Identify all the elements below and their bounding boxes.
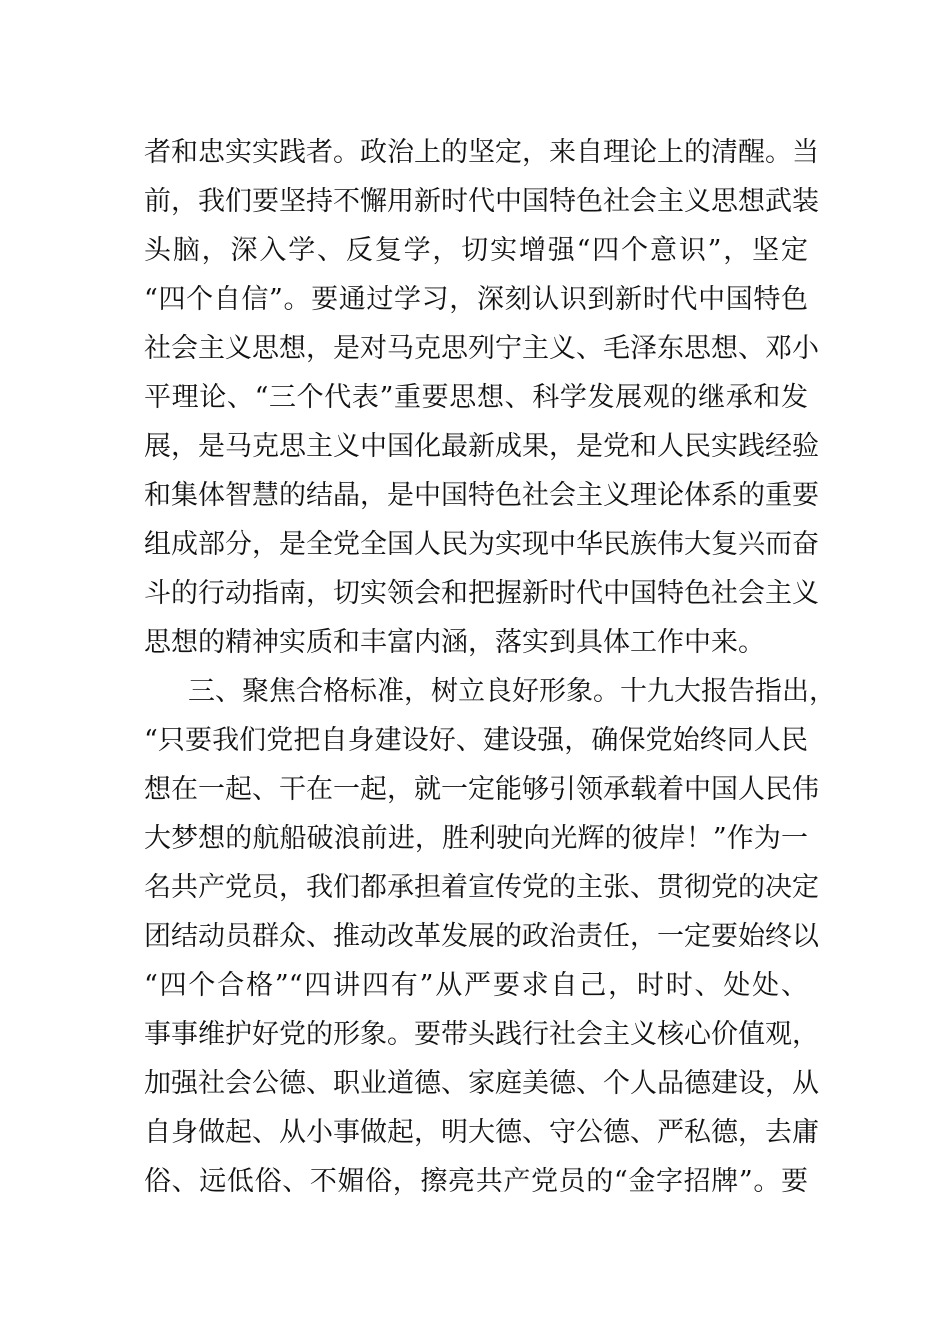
text-line: “四个自信”。要通过学习，深刻认识到新时代中国特色 bbox=[144, 284, 808, 315]
text-line: 想在一起、干在一起，就一定能够引领承载着中国人民伟 bbox=[144, 774, 819, 805]
text-line: 头脑，深入学、反复学，切实增强“四个意识”，坚定 bbox=[144, 235, 808, 266]
text-line: 俗、远低俗、不媚俗，擦亮共产党员的“金字招牌”。要 bbox=[144, 1166, 808, 1197]
text-line: 组成部分，是全党全国人民为实现中华民族伟大复兴而奋 bbox=[144, 529, 819, 560]
body-text bbox=[144, 128, 836, 1206]
text-line: 和集体智慧的结晶，是中国特色社会主义理论体系的重要 bbox=[144, 480, 819, 511]
text-line: 加强社会公德、职业道德、家庭美德、个人品德建设，从 bbox=[144, 1068, 819, 1099]
text-line: 平理论、“三个代表”重要思想、科学发展观的继承和发 bbox=[144, 382, 808, 413]
text-line: 团结动员群众、推动改革发展的政治责任，一定要始终以 bbox=[144, 921, 819, 952]
paragraph-end-line: 思想的精神实质和丰富内涵，落实到具体工作中来。 bbox=[144, 627, 765, 658]
text-line: 社会主义思想，是对马克思列宁主义、毛泽东思想、邓小 bbox=[144, 333, 819, 364]
text-line: 展，是马克思主义中国化最新成果，是党和人民实践经验 bbox=[144, 431, 819, 462]
text-line: 斗的行动指南，切实领会和把握新时代中国特色社会主义 bbox=[144, 578, 819, 609]
text-line: “四个合格”“四讲四有”从严要求自己，时时、处处、 bbox=[144, 970, 808, 1001]
text-line: 事事维护好党的形象。要带头践行社会主义核心价值观， bbox=[144, 1019, 819, 1050]
text-line: “只要我们党把自身建设好、建设强，确保党始终同人民 bbox=[144, 725, 808, 756]
text-line: 自身做起、从小事做起，明大德、守公德、严私德，去庸 bbox=[144, 1117, 819, 1148]
text-line: 前，我们要坚持不懈用新时代中国特色社会主义思想武装 bbox=[144, 186, 819, 217]
text-line: 大梦想的航船破浪前进，胜利驶向光辉的彼岸！”作为一 bbox=[144, 823, 808, 854]
text-line: 名共产党员，我们都承担着宣传党的主张、贯彻党的决定 bbox=[144, 872, 819, 903]
paragraph-start-line: 三、聚焦合格标准，树立良好形象。十九大报告指出， bbox=[188, 676, 836, 707]
text-line: 者和忠实实践者。政治上的坚定，来自理论上的清醒。当 bbox=[144, 137, 819, 168]
